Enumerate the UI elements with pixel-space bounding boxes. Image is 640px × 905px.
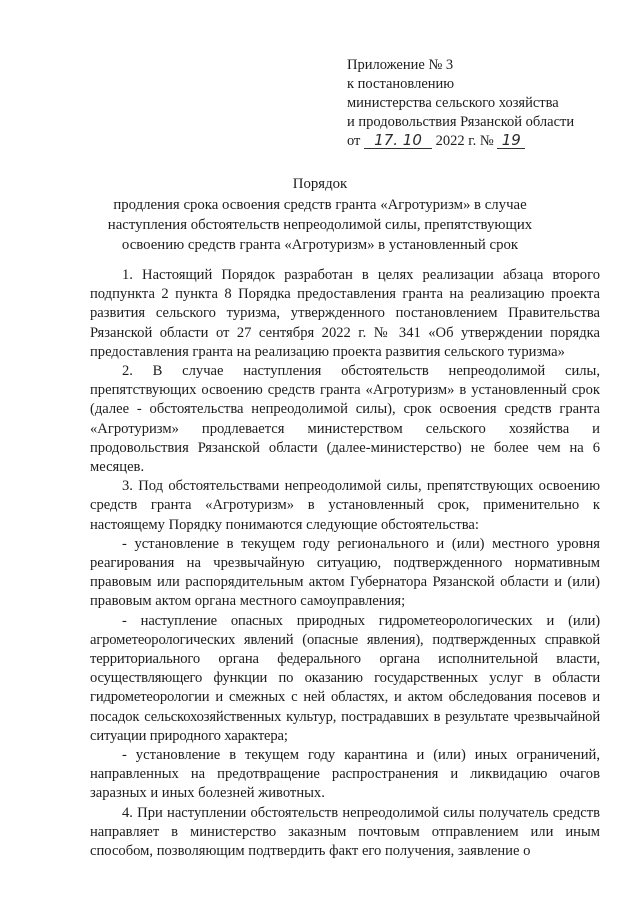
document-heading: Порядок: [292, 176, 348, 192]
paragraph-2: 2. В случае наступления обстоятельств непреодолимой силы, препятствующих освоению средств гранта «Агротуризм» в установленный срок (далее - обстоятельства непреодолимой силы), срок освоения средств гранта «Агротуризм» продлевается министерством сельского хозяйства и продовольствия Рязанской области (далее-министерство) не более чем на 6 месяцев.: [90, 363, 600, 476]
handwritten-number: 19: [497, 133, 525, 149]
document-title-block: [80, 174, 560, 255]
document-body: [90, 266, 600, 861]
paragraph-3: 3. Под обстоятельствами непреодолимой силы, препятствующих освоению средств гранта «Агротуризм» в установленный срок, применительно к настоящему Порядку понимаются следующие обстоятельства:: [90, 478, 600, 533]
paragraph-1: 1. Настоящий Порядок разработан в целях реализации абзаца второго подпункта 2 пункта 8 Порядка предоставления гранта на реализацию проекта развития сельского туризма, утвержденного постановлением Правительства Рязанской области от 27 сентября 2022 г. № 341 «Об утверждении порядка предоставления гранта на реализацию проекта развития сельского туризма»: [90, 267, 600, 360]
annex-header: [347, 56, 627, 151]
document-subtitle: продления срока освоения средств гранта «Агротуризм» в случае наступления обстоятельств непреодолимой силы, препятствующих освоению средств гранта «Агротуризм» в установленный срок: [107, 197, 533, 253]
annex-line-resolution: к постановлению: [347, 76, 455, 92]
paragraph-4: 4. При наступлении обстоятельств непреодолимой силы получатель средств направляет в министерство заказным почтовым отправлением или иным способом, позволяющим подтвердить факт его получения, заявление о: [90, 804, 600, 860]
annex-from-label: от: [347, 133, 361, 149]
annex-title: Приложение № 3: [347, 57, 454, 73]
annex-line-region: и продовольствия Рязанской области: [347, 114, 575, 130]
annex-year-label: 2022 г. №: [435, 133, 494, 149]
annex-line-ministry: министерства сельского хозяйства: [347, 95, 559, 111]
annex-date-line: [347, 132, 627, 151]
list-item-hazards: - наступление опасных природных гидрометеорологических и (или) агрометеорологических явлений (опасные явления), подтвержденных справкой территориального органа федерального органа исполнительной власти, осуществляющего функции по оказанию государственных услуг в области гидрометеорологии и смежных с ней областях, и актом обследования посевов и посадок сельскохозяйственных культур, пострадавших в результате чрезвычайной ситуации природного характера;: [90, 612, 600, 744]
list-item-quarantine: - установление в текущем году карантина и (или) иных ограничений, направленных на предотвращение распространения и ликвидацию очагов заразных и иных болезней животных.: [90, 747, 600, 802]
list-item-emergency: - установление в текущем году регионального и (или) местного уровня реагирования на чрезвычайную ситуацию, подтвержденного нормативным правовым или распорядительным актом Губернатора Рязанской области и (или) правовым актом органа местного самоуправления;: [90, 535, 600, 610]
handwritten-date: 17. 10: [364, 133, 432, 149]
